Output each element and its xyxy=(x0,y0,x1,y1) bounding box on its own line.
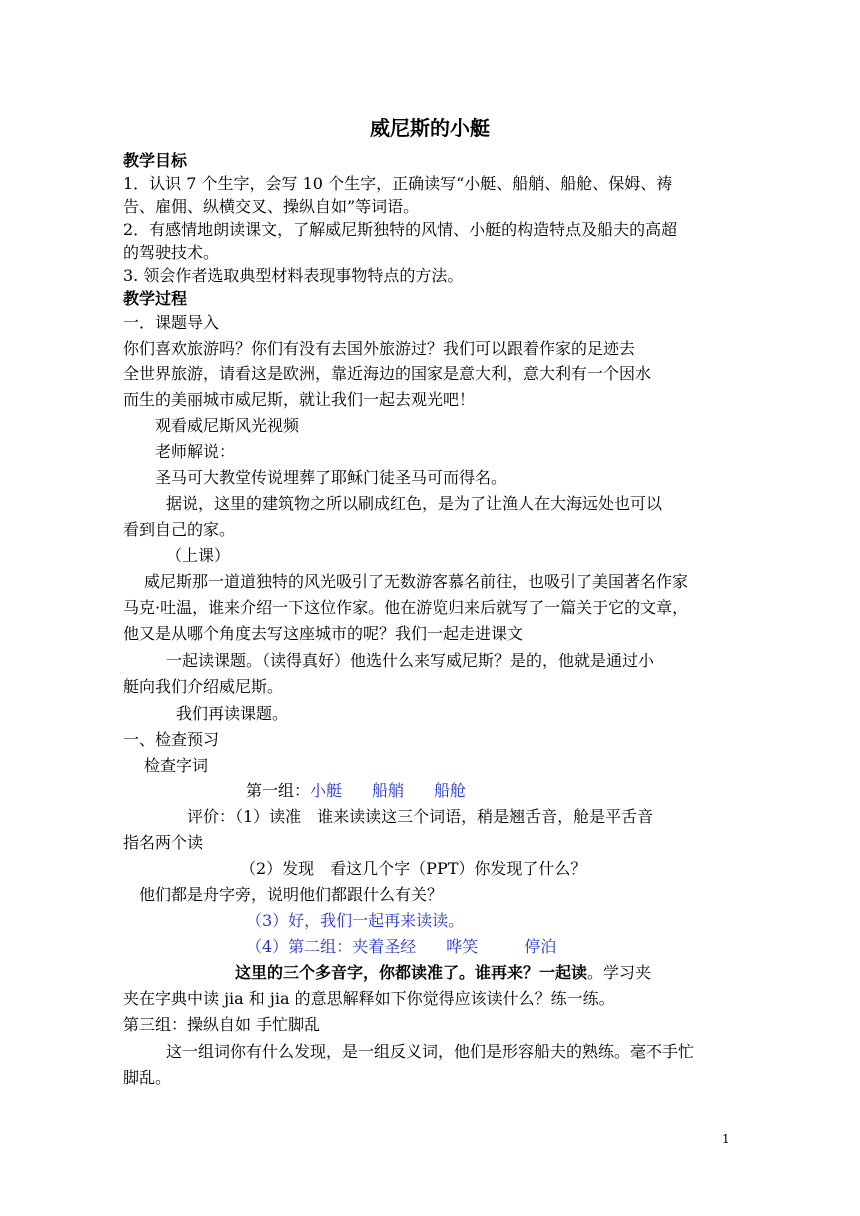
read-title-line-1: 一起读课题。（读得真好）他选什么来写威尼斯？是的，他就是通过小 xyxy=(166,651,655,670)
group-3-row: 第三组：操纵自如 手忙脚乱 xyxy=(123,1015,321,1034)
goal-1-line-2: 告、雇佣、纵横交叉、操纵自如”等词语。 xyxy=(123,197,420,216)
page-number: 1 xyxy=(722,1132,730,1146)
group-1-row xyxy=(246,780,466,802)
radical-question: 他们都是舟字旁，说明他们都跟什么有关？ xyxy=(139,885,444,904)
goal-3: 3. 领会作者选取典型材料表现事物特点的方法。 xyxy=(123,266,464,285)
class-start: （上课） xyxy=(166,546,231,565)
writer-line-1: 威尼斯那一道道独特的风光吸引了无数游客慕名前往，也吸引了美国著名作家 xyxy=(144,572,689,591)
goal-2-line-2: 的驾驶技术。 xyxy=(123,243,220,262)
process-heading: 教学过程 xyxy=(123,289,188,308)
intro-line-2: 全世界旅游，请看这是欧洲，靠近海边的国家是意大利，意大利有一个因水 xyxy=(123,364,652,383)
goals-heading: 教学目标 xyxy=(123,151,188,170)
antonym-line-1: 这一组词你有什么发现，是一组反义词，他们是形容船夫的熟练。毫不手忙 xyxy=(166,1042,695,1061)
read-title-again: 我们再读课题。 xyxy=(176,704,289,723)
group-1-label: 第一组： xyxy=(246,781,311,800)
group-1-word-3: 船舱 xyxy=(434,781,467,800)
group-2-row xyxy=(246,936,556,958)
teacher-explain: 老师解说： xyxy=(155,442,236,461)
group-1-word-2: 船艄 xyxy=(372,781,405,800)
dictionary-line: 夹在字典中读 jia 和 jia 的意思解释如下你觉得应该读什么？练一练。 xyxy=(123,989,615,1008)
read-again-step: （3）好，我们一起再来读读。 xyxy=(246,911,465,930)
group-2-word-2: 哗笑 xyxy=(446,937,479,956)
group-1-word-1: 小艇 xyxy=(310,781,343,800)
polyphone-line xyxy=(235,962,651,984)
cathedral-note: 圣马可大教堂传说埋葬了耶稣门徒圣马可而得名。 xyxy=(155,468,508,487)
section-2-heading: 一、检查预习 xyxy=(123,730,220,749)
antonym-line-2: 脚乱。 xyxy=(123,1068,172,1087)
red-building-line-1: 据说，这里的建筑物之所以刷成红色，是为了让渔人在大海远处也可以 xyxy=(166,494,663,513)
goal-2-line-1: 2．有感情地朗读课文，了解威尼斯独特的风情、小艇的构造特点及船夫的高超 xyxy=(123,220,678,239)
discover-step: （2）发现 看这几个字（PPT）你发现了什么？ xyxy=(240,859,587,878)
goal-1-line-1: 1．认识 7 个生字，会写 10 个生字，正确读写“小艇、船艄、船舱、保姆、祷 xyxy=(123,174,673,193)
read-title-line-2: 艇向我们介绍威尼斯。 xyxy=(123,677,284,696)
video-note: 观看威尼斯风光视频 xyxy=(155,416,300,435)
polyphone-bold-text: 这里的三个多音字，你都读准了。谁再来？一起读 xyxy=(235,963,588,982)
evaluate-line-1: 评价：（1）读准 谁来读读这三个词语，稍是翘舌音，舱是平舌音 xyxy=(187,807,654,826)
check-words: 检查字词 xyxy=(144,756,209,775)
group-2-label: （4）第二组： xyxy=(246,937,353,956)
red-building-line-2: 看到自己的家。 xyxy=(123,520,236,539)
section-1-heading: 一．课题导入 xyxy=(123,313,220,332)
group-2-word-1: 夹着圣经 xyxy=(352,937,417,956)
intro-line-1: 你们喜欢旅游吗？你们有没有去国外旅游过？我们可以跟着作家的足迹去 xyxy=(123,339,636,358)
page-title: 威尼斯的小艇 xyxy=(370,116,490,140)
writer-line-2: 马克·吐温，谁来介绍一下这位作家。他在游览归来后就写了一篇关于它的文章， xyxy=(123,598,689,617)
group-2-word-3: 停泊 xyxy=(524,937,557,956)
intro-line-3: 而生的美丽城市威尼斯，就让我们一起去观光吧！ xyxy=(123,390,476,409)
writer-line-3: 他又是从哪个角度去写这座城市的呢？我们一起走进课文 xyxy=(123,624,524,643)
polyphone-rest-text: 。学习夹 xyxy=(587,963,652,982)
evaluate-line-2: 指名两个读 xyxy=(123,833,204,852)
